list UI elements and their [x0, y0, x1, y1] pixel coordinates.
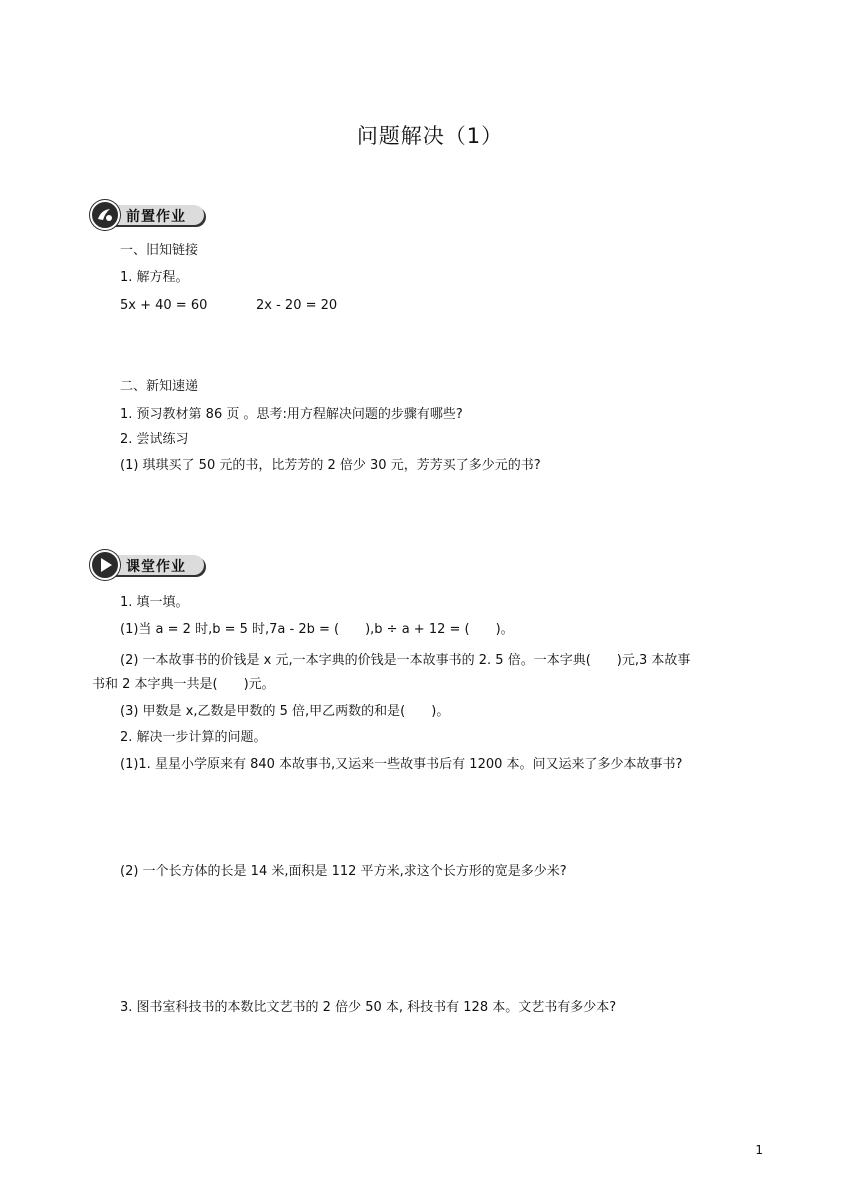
question-fill-1: (1)当 a = 2 时,b = 5 时,7a - 2b = ( ),b ÷ a + 12 = ( )。 [120, 622, 514, 637]
question-try: 2. 尝试练习 [120, 432, 189, 447]
question-fill: 1. 填一填。 [120, 595, 189, 610]
section-badge-preview [88, 200, 208, 228]
page-number: 1 [755, 1143, 763, 1157]
question-1: 1. 解方程。 [120, 270, 189, 285]
heading-old-knowledge: 一、旧知链接 [120, 243, 199, 258]
question-solve-1: (1)1. 星星小学原来有 840 本故事书,又运来一些故事书后有 1200 本。问又运来了多少本故事书? [120, 757, 683, 772]
question-solve: 2. 解决一步计算的问题。 [120, 730, 267, 745]
pen-icon [90, 200, 120, 230]
heading-new-knowledge: 二、新知速递 [120, 379, 199, 394]
question-fill-2b: 书和 2 本字典一共是( )元。 [92, 677, 275, 692]
question-fill-3: (3) 甲数是 x,乙数是甲数的 5 倍,甲乙两数的和是( )。 [120, 704, 450, 719]
play-icon [90, 550, 120, 580]
section-badge-classwork [88, 550, 208, 578]
section-label: 课堂作业 [126, 559, 186, 575]
page-title: 问题解决（1） [356, 124, 504, 148]
equation-2: 2x - 20 = 20 [256, 298, 338, 313]
question-solve-2: (2) 一个长方体的长是 14 米,面积是 112 平方米,求这个长方形的宽是多少米? [120, 864, 567, 879]
question-preview: 1. 预习教材第 86 页 。思考:用方程解决问题的步骤有哪些? [120, 407, 463, 422]
equation-1: 5x + 40 = 60 [120, 298, 208, 313]
question-3: 3. 图书室科技书的本数比文艺书的 2 倍少 50 本, 科技书有 128 本。文艺书有多少本? [120, 1000, 617, 1015]
section-label: 前置作业 [126, 209, 186, 225]
question-try-1: (1) 琪琪买了 50 元的书，比芳芳的 2 倍少 30 元，芳芳买了多少元的书? [120, 458, 541, 473]
question-fill-2a: (2) 一本故事书的价钱是 x 元,一本字典的价钱是一本故事书的 2. 5 倍。一本字典( )元,3 本故事 [120, 653, 691, 668]
